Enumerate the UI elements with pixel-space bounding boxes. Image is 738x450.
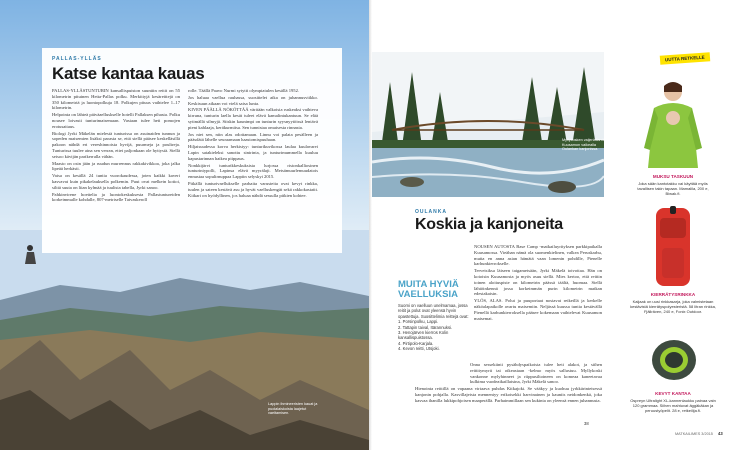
paragraph: YLÖS, ALAS. Polut ja puuportaat nostavat reikeillä ja kerkelle näköalapaikolle avartu maisemiin. Neljässä kuussa tuntia kestävällä Pienellä karhunkierroksella pääsee kokemaan vaihtelevat Kuusamon maisemat.	[474, 298, 602, 321]
backpack-product-image	[648, 204, 698, 290]
paragraph: Maasto on osin jään ja ruudun murrennus rakkakivikkoa, joka jalka lipeää herkästi.	[52, 160, 180, 172]
paragraph: Jos niet sen, niin alas odottamaan. Linnu voi palata pesälleen ja pääsdätä lähelle seuraamaan haastomispuuhaan.	[188, 131, 318, 143]
article-column-2	[188, 88, 318, 198]
paragraph: Hienointa reittillä on vapaana virtaava puhdas Kitkajoki. Se vääkyy ja kuohuu jyrkkärinteisessä kanjonin pohjalla. Kasvillajeista mennentyy erikoisekki harvinainen ja kauniis neidonkenkä, joka kasvaa ihanilla lukkipohjoisen maaperällä. Parhaimmillaan sen kukinta on yleensä ennen juhannusta.	[415, 386, 602, 403]
article-title: Koskia ja kanjoneita	[415, 216, 563, 233]
sidebar-intro: Suomi on vaelluun unelmamaa, jossa reitit ja polut ovat yleensä hyvin opastettuja. Suosittelimia reittejä ovat:	[398, 303, 469, 319]
hip-bag-product-image	[648, 330, 700, 386]
river-bridge-photo	[372, 52, 604, 197]
list-item: 1. Porsinpolku, Lappi.	[398, 319, 439, 325]
list-item: 4. Pirtipolo-Karjala.	[398, 340, 434, 346]
paragraph: Vaisa on kesällä 24 tuntia vuorokaudessa, joten kaikki kaveri kasvavat kuin pikakelauksella polkemin. Puut ovat melkein kotioi, silttä suuta on liian kylmää ja tuulista tabella, Jyrki sanoo.	[52, 173, 180, 190]
magazine-footer: MATKAILIMES 3/2015	[675, 432, 713, 436]
new-gear-tag: UUTTA RETKELLE	[660, 52, 710, 64]
product-description: Joka sään kantotakku vai käyttää myös tavallisen takin tapaan. Mamalila, 200 e, Biwak.fi.	[637, 181, 709, 196]
product-description: Kaijaak on uusi rinkkasarja, joka valmistetaan kestävistä kierrätyspolyesteristä. 58 litran rinkka, Fjällräven, 240 e, Fonix Outdoor.	[630, 299, 716, 314]
jacket-product-image	[640, 78, 706, 176]
paragraph: Terveisiksa läiseen taigametsään, Jyrki Mäkelä toivottaa. Hän on kotoisin Kuusamosta ja myös asuu siellä. Mies kertoo, että reittin toinen aloituspiste on kilometrin päässä täältä, huomaa. Siellä lähtöinkennä jossa korkeimmän purin kilometrin matkan edestakaisin.	[474, 268, 602, 297]
photo-caption: Lappin ihmineeristen kauat ja puolalaiskoista laajetut vaeltamisen.	[268, 402, 318, 416]
article-column-3	[474, 244, 602, 322]
sidebar-title: VAELLUKSIA	[398, 289, 458, 300]
page-number: 43	[718, 431, 723, 436]
paragraph: rolle. Täällä Paavo Nurmi sytytti olympiatulen kesällä 1952.	[188, 88, 300, 93]
paragraph: NOUSEN AUTOSTA Base Camp -matkailuyrityksen parkkipaikalla Kuusamossa. Vieähan nämä ola suomenkielinen, valkea Peruskarhu, mutta en anna asian hämätä vaan lomenin pohdille, Pienelle karhunkierrokselle.	[474, 244, 602, 267]
photo-caption: Myllykosken vaijeriallantä Kuusamon vaikealla Oulankan kanjonissa.	[562, 138, 605, 152]
paragraph: Jos haluaa vaellua rauhassa, suosittelet aika on juhannusviikko. Keskisuun aikaan voi vielä saisa lunta.	[188, 94, 318, 106]
section-kicker: OULANKA	[415, 209, 447, 215]
paragraph: KIVEN PÄÄLLÄ NÖKÖTTÄÄ väritään valkoisia ruskeaksi vaihteva kirruna, tunturin laella kesät tuleet elävä kamalintukantuun. Se elää sytimällä silmyjä. Siiskin kaunimpi on tunturin syysnyytöissä lentävä pieni kahlaaja, keräkurmitsa. Sen tunnistaa omaisesta rinnasta.	[188, 107, 318, 130]
paragraph: Hiljaisuudessa korva herkistyy: tunturikuvikossa laulaa kuulavarei Lapin satakieleksi sanottu sinirinta, ja tunturimummella kuuluu kapustarinnan haikea piippaus.	[188, 144, 318, 161]
sidebar-box	[398, 280, 470, 352]
mountain-landscape-photo	[0, 230, 369, 450]
paragraph: Biologi Jyrki Mäkelän mielestä tunturissa on asuinaiden tunnun ja sopeden maisemien lisäksi parasta se, että siellä pääsee keskelläsillä pakoon nähdä eri vereshinnoista hyvijä, puurmeja ja poultreja. Tunturissa tuulee aina sen verran, ettei paljonkaan ole hyttysiä. Siellä seisoo kävijän parikerralla vähän.	[52, 130, 180, 159]
list-item: 3. Henojärven kierros Kolin kansallispuistossa.	[398, 330, 449, 341]
product-title: MUKSU TASKUUN	[652, 174, 694, 179]
product-description: Ospreyn Ultralight XL-kannenlaukku painaa vain 120 grammaa. Siihen mahtuvat äggäkäkan ja peruustyöpelit. 28 e, retkeilija.fi.	[630, 398, 716, 413]
paragraph: Pahkinvirene hoettelia ja luontokeskuksesta Pallastuntureiden korkeimmalle kohdalle, 807-metriselle Taivaskeroll	[52, 191, 180, 203]
paragraph: Onna sessekiinti pysähdyspaikoista tulee heti alakot, ja siihen reittitymyrti tai oikeastaan -kelmo myös sallustuu. Myllykoski vankonne mylyhinneet ja riippusiltoineen on komeaa kaneetavaa kulkima vuodeaikaillaisina, Jyrki Mäkelä sanoo.	[470, 362, 602, 385]
sidebar-title: MUITA HYVIÄ	[398, 279, 459, 290]
article-title: Katse kantaa kauas	[52, 64, 205, 83]
paragraph: PALLAS-YLLÄSTUNTURIN kansallispuiston suuntiin reitit on 55 kilometrin pituinen Hetta-Pallas polku. Merkittyjä kesäreittejä on 350 kilometriä ja luontopolkuja 18. Polkujen pituus vaihtelee 1–17 kilometrin.	[52, 88, 180, 111]
paragraph: Nonkkijärvi tunturikkeskuksista lurjossa ristonkalliosinen tunturiniypolli, Lapinsa elävä myyrälaji. Metsämuurlemuudatois ennustaa sopulirnuppaa Lappiin selyskyi 2015.	[188, 162, 318, 180]
list-item: 4. Kevon reitti, Utsjoki.	[398, 346, 440, 352]
list-item: 2. Tattapin taival, Itärannuksi.	[398, 324, 453, 330]
paragraph: Helpointa on lähteä päiväaelluskselle hotelli Pallaksen pihasta. Polku nousee loivasti tunturimaisemaan. Vastaan tulee heti pomojen erotusaitaus.	[52, 112, 180, 129]
section-kicker: PALLAS-YLLÄS	[52, 56, 102, 62]
paragraph: Pitkällä tunturivaellukselle parhaita varusteita ovat kevyt rinkka, tuulen ja sateen kestävä asu ja hyvät vaelluskengät sekä rakkokastatit. Kiikari on hyödyllinen, jos haluaa nähdä sessulla pitkien kohtee.	[188, 180, 318, 198]
article-column-1	[52, 88, 180, 203]
product-title: KEVYT KANTAA	[655, 391, 691, 396]
article-column-3-continued	[415, 362, 602, 404]
product-title: KIERRÄTYSRINKKA	[650, 292, 696, 297]
page-number: 38	[584, 421, 589, 426]
